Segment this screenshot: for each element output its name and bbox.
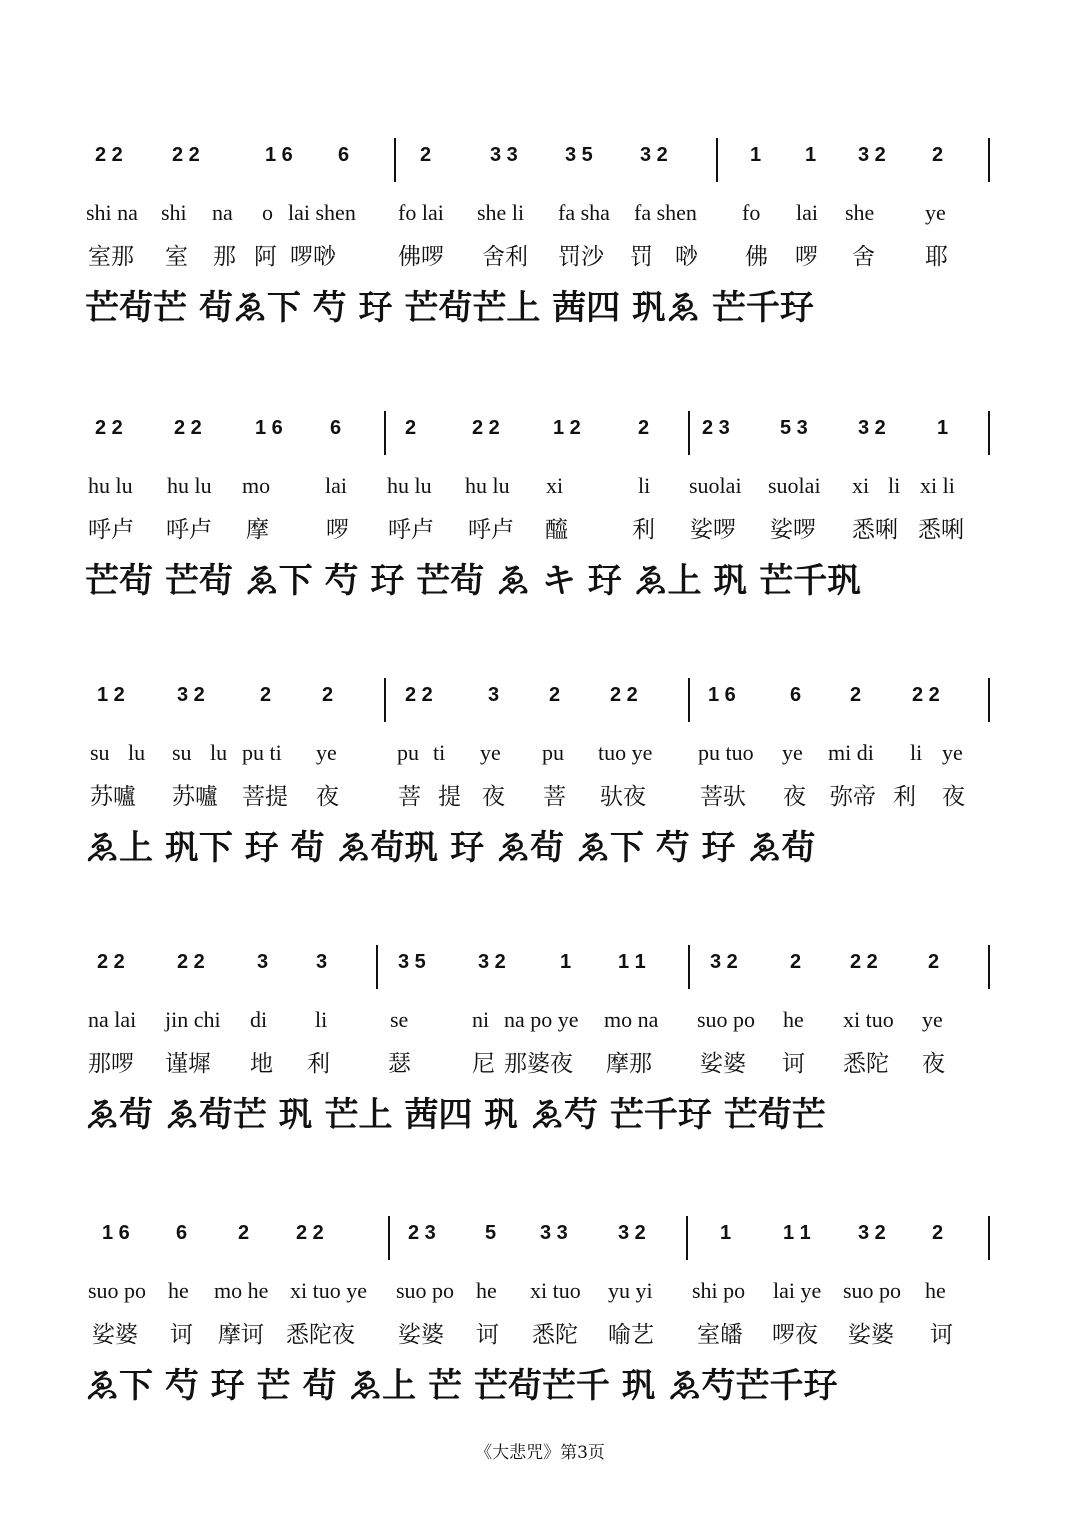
note: 3 2 [478,951,506,973]
note: 2 [260,684,272,706]
hanzi-word: 诃 [476,1322,499,1348]
pinyin-word: pu [397,740,419,765]
barline [388,1216,390,1260]
pinyin-word: pu tuo [698,740,754,765]
hanzi-word: 喻艺 [608,1322,654,1348]
pinyin-word: ye [316,740,337,765]
note: 2 [322,684,334,706]
note: 3 [316,951,328,973]
note: 6 [338,144,350,166]
note: 2 [405,417,417,439]
hanzi-word: 苏嚧 [90,784,136,810]
hanzi-word: 摩诃 [218,1322,264,1348]
note: 2 2 [296,1222,324,1244]
hanzi-word: 菩驮 [700,784,746,810]
note: 3 2 [618,1222,646,1244]
hanzi-word: 阿 [254,244,277,270]
hanzi-word: 夜 [942,784,965,810]
pinyin-word: su [90,740,110,765]
gongche-notation-row: ゑ上 㺬下 㺭 茍 ゑ茍㺬 㺭 ゑ茍 ゑ下 芍 㺭 ゑ茍 [85,828,816,868]
pinyin-word: ti [433,740,446,765]
pinyin-word: o [262,200,273,225]
note: 1 [750,144,762,166]
barline [384,678,386,722]
barline [988,945,990,989]
hanzi-word: 悉陀 [532,1322,578,1348]
note: 3 2 [858,144,886,166]
pinyin-word: yu yi [608,1278,653,1303]
pinyin-word: suolai [768,473,821,498]
hanzi-word: 娑婆 [700,1051,746,1077]
note: 5 3 [780,417,808,439]
pinyin-word: xi tuo [530,1278,581,1303]
pinyin-word: shi [161,200,187,225]
note: 2 2 [95,417,123,439]
pinyin-word: lu [210,740,228,765]
pinyin-word: li [888,473,901,498]
hanzi-word: 醯 [545,517,568,543]
hanzi-word: 娑啰 [770,517,816,543]
note: 1 [720,1222,732,1244]
hanzi-word: 呼卢 [88,517,134,543]
hanzi-word: 呼卢 [468,517,514,543]
pinyin-word: su [172,740,192,765]
note: 2 2 [850,951,878,973]
score-system-5 [0,1198,1080,1448]
hanzi-word: 驮夜 [600,784,646,810]
pinyin-word: na [212,200,233,225]
note: 2 2 [172,144,200,166]
note: 3 2 [858,417,886,439]
note: 5 [485,1222,497,1244]
hanzi-word: 佛 [745,244,768,270]
pinyin-word: fa sha [558,200,610,225]
hanzi-word: 啰 [795,244,818,270]
hanzi-word: 悉陀 [843,1051,889,1077]
hanzi-word: 谨墀 [165,1051,211,1077]
hanzi-word: 悉唎 [852,517,898,543]
note: 2 2 [912,684,940,706]
hanzi-word: 娑婆 [398,1322,444,1348]
note: 1 [937,417,949,439]
barline [394,138,396,182]
hanzi-word: 利 [632,517,655,543]
hanzi-word: 菩 [543,784,566,810]
note: 3 3 [490,144,518,166]
hanzi-word: 那 [213,244,236,270]
pinyin-word: mo he [214,1278,269,1303]
note: 2 2 [405,684,433,706]
pinyin-word: ye [925,200,946,225]
pinyin-word: hu lu [465,473,510,498]
pinyin-word: he [783,1007,804,1032]
note: 1 2 [553,417,581,439]
hanzi-word: 啰唦 [290,244,336,270]
hanzi-word: 提 [438,784,461,810]
note: 2 2 [174,417,202,439]
note: 2 [932,1222,944,1244]
note: 1 6 [255,417,283,439]
hanzi-word: 娑啰 [690,517,736,543]
pinyin-word: suo po [88,1278,147,1303]
pinyin-word: lai shen [288,200,356,225]
pinyin-word: fo [742,200,761,225]
note: 1 [805,144,817,166]
pinyin-word: pu ti [242,740,282,765]
pinyin-word: li [638,473,651,498]
pinyin-word: li [315,1007,328,1032]
hanzi-word: 室 [165,244,188,270]
note: 6 [790,684,802,706]
note: 2 [932,144,944,166]
hanzi-word: 夜 [922,1051,945,1077]
hanzi-word: 诃 [930,1322,953,1348]
pinyin-word: shi po [692,1278,746,1303]
pinyin-word: ni [472,1007,490,1032]
hanzi-word: 尼 [472,1051,495,1077]
numbered-notes-row [0,660,1080,720]
note: 2 2 [472,417,500,439]
pinyin-word: lai [796,200,818,225]
pinyin-word: xi li [920,473,955,498]
note: 2 [850,684,862,706]
note: 1 6 [265,144,293,166]
hanzi-word: 呼卢 [166,517,212,543]
note: 1 6 [708,684,736,706]
score-system-4 [0,927,1080,1177]
note: 3 [488,684,500,706]
note: 2 [638,417,650,439]
gongche-notation-row: ゑ茍 ゑ茍芒 㺬 芒上 茜四 㺬 ゑ芍 芒千㺭 芒茍芒 [85,1095,826,1135]
pinyin-word: suolai [689,473,742,498]
note: 6 [330,417,342,439]
hanzi-word: 苏嚧 [172,784,218,810]
note: 1 1 [618,951,646,973]
score-system-1 [0,120,1080,370]
pinyin-word: suo po [396,1278,455,1303]
hanzi-word: 室皤 [697,1322,743,1348]
pinyin-word: she [845,200,875,225]
pinyin-word: fo lai [398,200,444,225]
note: 2 [549,684,561,706]
barline [716,138,718,182]
pinyin-word: he [925,1278,946,1303]
pinyin-word: he [168,1278,189,1303]
note: 1 1 [783,1222,811,1244]
pinyin-word: xi tuo [843,1007,894,1032]
note: 3 5 [398,951,426,973]
gongche-notation-row: ゑ下 芍 㺭 芒 茍 ゑ上 芒 芒茍芒千 㺬 ゑ芍芒千㺭 [85,1366,838,1406]
pinyin-word: lu [128,740,146,765]
pinyin-word: fa shen [634,200,697,225]
hanzi-word: 舍利 [482,244,528,270]
pinyin-word: mo [242,473,271,498]
pinyin-word: lai ye [773,1278,822,1303]
numbered-notes-row [0,393,1080,453]
numbered-notes-row [0,1198,1080,1258]
barline [988,678,990,722]
note: 1 2 [97,684,125,706]
note: 1 [560,951,572,973]
pinyin-word: pu [542,740,564,765]
hanzi-word: 夜 [482,784,505,810]
hanzi-word: 利 [893,784,916,810]
score-system-2 [0,393,1080,643]
note: 2 3 [408,1222,436,1244]
note: 2 2 [177,951,205,973]
barline [688,411,690,455]
hanzi-word: 诃 [782,1051,805,1077]
pinyin-word: hu lu [88,473,133,498]
hanzi-word: 舍 [852,244,875,270]
barline [376,945,378,989]
hanzi-word: 摩 [246,517,269,543]
pinyin-word: hu lu [167,473,212,498]
note: 2 [928,951,940,973]
note: 2 [420,144,432,166]
pinyin-word: lai [325,473,347,498]
hanzi-word: 利 [307,1051,330,1077]
hanzi-word: 呼卢 [388,517,434,543]
note: 2 3 [702,417,730,439]
hanzi-word: 悉陀夜 [286,1322,355,1348]
barline [688,945,690,989]
note: 2 [238,1222,250,1244]
pinyin-word: shi na [86,200,138,225]
hanzi-word: 啰 [326,517,349,543]
pinyin-word: na lai [88,1007,137,1032]
hanzi-word: 啰夜 [772,1322,818,1348]
note: 3 2 [710,951,738,973]
hanzi-word: 佛啰 [398,244,444,270]
pinyin-word: tuo ye [598,740,653,765]
hanzi-word: 室那 [88,244,134,270]
pinyin-word: he [476,1278,497,1303]
note: 3 2 [858,1222,886,1244]
pinyin-word: hu lu [387,473,432,498]
pinyin-word: ye [782,740,803,765]
numbered-notes-row [0,927,1080,987]
numbered-notes-row [0,120,1080,180]
pinyin-word: she li [477,200,525,225]
pinyin-word: xi [852,473,870,498]
note: 2 2 [610,684,638,706]
barline [384,411,386,455]
barline [988,411,990,455]
barline [988,138,990,182]
pinyin-word: jin chi [165,1007,221,1032]
pinyin-word: mo na [604,1007,659,1032]
hanzi-word: 娑婆 [848,1322,894,1348]
hanzi-word: 夜 [783,784,806,810]
hanzi-word: 夜 [316,784,339,810]
pinyin-word: di [250,1007,268,1032]
note: 2 2 [97,951,125,973]
pinyin-word: se [390,1007,409,1032]
pinyin-word: suo po [697,1007,756,1032]
pinyin-word: ye [922,1007,943,1032]
hanzi-word: 摩那 [606,1051,652,1077]
score-system-3 [0,660,1080,910]
note: 3 [257,951,269,973]
hanzi-word: 那婆夜 [504,1051,573,1077]
pinyin-word: xi tuo ye [290,1278,367,1303]
barline [988,1216,990,1260]
pinyin-word: ye [480,740,501,765]
hanzi-word: 罚 [630,244,653,270]
note: 2 2 [95,144,123,166]
hanzi-word: 娑婆 [92,1322,138,1348]
note: 3 3 [540,1222,568,1244]
hanzi-word: 地 [250,1051,273,1077]
hanzi-word: 那啰 [88,1051,134,1077]
hanzi-word: 弥帝 [830,784,876,810]
pinyin-word: na po ye [504,1007,579,1032]
note: 3 2 [640,144,668,166]
hanzi-word: 菩 [398,784,421,810]
note: 3 2 [177,684,205,706]
hanzi-word: 瑟 [388,1051,411,1077]
hanzi-word: 悉唎 [918,517,964,543]
hanzi-word: 诃 [170,1322,193,1348]
note: 3 5 [565,144,593,166]
pinyin-word: suo po [843,1278,902,1303]
hanzi-word: 罚沙 [558,244,604,270]
note: 6 [176,1222,188,1244]
hanzi-word: 菩提 [242,784,288,810]
note: 2 [790,951,802,973]
page-footer: 《大悲咒》第3页 [475,1443,605,1463]
barline [686,1216,688,1260]
pinyin-word: li [910,740,923,765]
pinyin-word: ye [942,740,963,765]
gongche-notation-row: 芒茍芒 茍ゑ下 芍 㺭 芒茍芒上 茜四 㺬ゑ 芒千㺭 [85,288,814,328]
note: 1 6 [102,1222,130,1244]
pinyin-word: mi di [828,740,874,765]
pinyin-word: xi [546,473,564,498]
hanzi-word: 耶 [925,244,948,270]
barline [688,678,690,722]
gongche-notation-row: 芒茍 芒茍 ゑ下 芍 㺭 芒茍 ゑ キ 㺭 ゑ上 㺬 芒千㺬 [85,561,862,601]
hanzi-word: 唦 [675,244,698,270]
